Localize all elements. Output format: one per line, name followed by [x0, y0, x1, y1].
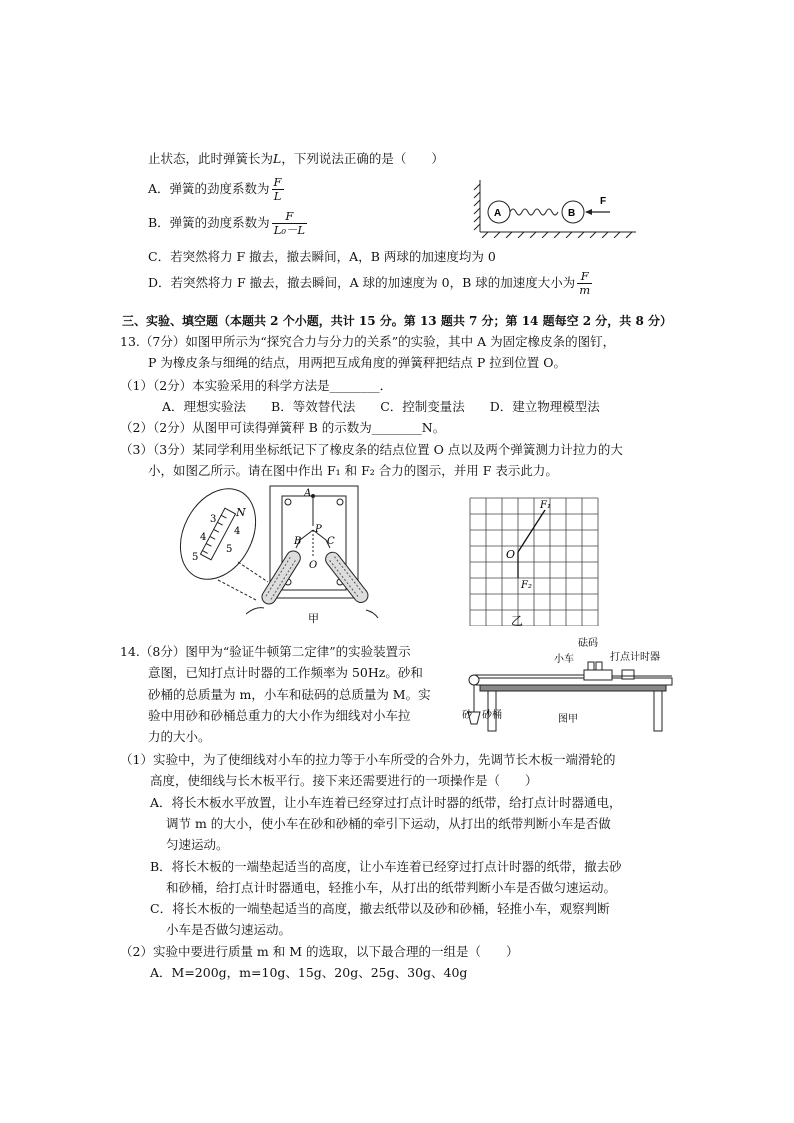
q13-line2: P 为橡皮条与细绳的结点，用两把互成角度的弹簧秤把结点 P 拉到位置 O。	[148, 355, 566, 370]
q14-line4: 验中用砂和砂桶总重力的大小作为细线对小车拉	[148, 708, 411, 723]
zoom-ellipse	[170, 482, 271, 592]
label-cart: 小车	[554, 654, 574, 665]
scale-num-1: 5	[192, 552, 199, 563]
spring-ball-figure	[470, 176, 640, 238]
q14-option-b-line1[interactable]: B．将长木板的一端垫起适当的高度，让小车连着已经穿过打点计时器的纸带，撤去砂	[150, 859, 622, 874]
grid-label-f2: F₂	[521, 580, 532, 591]
scale-num-3: 3	[210, 514, 217, 525]
label-timer: 打点计时器	[610, 652, 660, 663]
q12-stem: 止状态，此时弹簧长为L，下列说法正确的是（ ）	[148, 151, 444, 166]
force-arrowhead	[585, 209, 592, 215]
q14-line5: 力的大小。	[148, 729, 211, 744]
scale-unit-n: N	[236, 506, 246, 519]
q13-sub2: （2）（2分）从图甲可读得弹簧秤 B 的示数为________N。	[120, 420, 446, 435]
cart	[584, 670, 612, 680]
q14-sub2-option-a[interactable]: A．M=200g，m=10g、15g、20g、25g、30g、40g	[150, 965, 468, 980]
q14-line2: 意图，已知打点计时器的工作频率为 50Hz。砂和	[148, 665, 423, 680]
q14-option-c-line1[interactable]: C．将长木板的一端垫起适当的高度，撤去纸带以及砂和砂桶，轻推小车，观察判断	[150, 901, 610, 916]
label-bucket: 砂桶	[482, 710, 502, 721]
cart-apparatus-figure	[458, 636, 680, 736]
q14-option-a-line3: 匀速运动。	[166, 837, 229, 852]
pulley	[469, 675, 479, 685]
q14-option-a-line1[interactable]: A．将长木板水平放置，让小车连着已经穿过打点计时器的纸带，给打点计时器通电，	[150, 795, 622, 810]
label-weights: 砝码	[578, 638, 598, 649]
timer	[622, 670, 634, 679]
section-3-title: 三、实验、填空题（本题共 2 个小题，共计 15 分。第 13 题共 7 分；第 14 题每空 2 分，共 8 分）	[122, 314, 672, 328]
spring-balance-c	[323, 549, 371, 605]
label-p: P	[315, 524, 322, 535]
label-sand: 砂	[462, 710, 472, 721]
q13-sub3-line1: （3）（3分）某同学利用坐标纸记下了橡皮条的结点位置 O 点以及两个弹簧测力计拉力的大	[120, 442, 623, 457]
label-figure-caption: 图甲	[558, 714, 578, 725]
label-c: C	[327, 536, 335, 547]
label-o: O	[309, 560, 318, 571]
q14-option-b-line2: 和砂桶，给打点计时器通电，轻推小车，从打出的纸带判断小车是否做匀速运动。	[166, 880, 617, 895]
q13-line1: 13.（7分）如图甲所示为“探究合力与分力的关系”的实验，其中 A 为固定橡皮条的图钉，	[120, 334, 616, 349]
q13-sub1-options[interactable]: A．理想实验法 B．等效替代法 C．控制变量法 D．建立物理模型法	[162, 399, 600, 414]
force-label: F	[600, 196, 607, 207]
q14-option-c-line2: 小车是否做匀速运动。	[166, 922, 292, 937]
figure-yi-grid	[466, 494, 602, 626]
scale-num-4: 5	[226, 544, 233, 555]
q12-option-a[interactable]: A．弹簧的劲度系数为 $\frac{F}{L}$	[148, 175, 282, 203]
q12-option-b[interactable]: B．弹簧的劲度系数为 $\frac{F}{\text{L₀－L}}$	[148, 209, 306, 237]
q12-option-c[interactable]: C．若突然将力 F 撤去，撤去瞬间，A，B 两球的加速度均为 0	[148, 249, 496, 264]
caption-yi: 乙	[511, 614, 524, 628]
spring	[510, 209, 558, 215]
label-a: A	[304, 488, 312, 499]
ball-b-label: B	[568, 208, 576, 219]
scale-num-2: 4	[200, 532, 207, 543]
ball-a-label: A	[494, 208, 502, 219]
scale-num-5: 4	[234, 526, 241, 537]
q14-line3: 砂桶的总质量为 m，小车和砝码的总质量为 M。实	[148, 687, 431, 702]
board-top	[476, 678, 672, 685]
q14-sub1-line2: 高度，使细线与长木板平行。接下来还需要进行的一项操作是（ ）	[150, 773, 538, 788]
caption-jia: 甲	[308, 612, 319, 625]
q14-option-a-line2: 调节 m 的大小，使小车在砂和砂桶的牵引下运动，从打出的纸带判断小车是否做	[166, 816, 611, 831]
q12-option-d[interactable]: D．若突然将力 F 撤去，撤去瞬间，A 球的加速度为 0，B 球的加速度大小为 $\frac{F}{m}$	[148, 269, 591, 297]
q14-sub1-line1: （1）实验中，为了使细线对小车的拉力等于小车所受的合外力，先调节长木板一端滑轮的	[120, 752, 616, 767]
q13-sub1: （1）（2分）本实验采用的科学方法是________．	[120, 378, 393, 393]
q14-line1: 14.（8分）图甲为“验证牛顿第二定律”的实验装置示	[120, 644, 411, 659]
grid-label-o: O	[506, 548, 516, 561]
grid-label-f1: F₁	[540, 500, 551, 511]
label-b: B	[294, 536, 302, 547]
figure-jia	[170, 482, 390, 627]
q14-sub2: （2）实验中要进行质量 m 和 M 的选取，以下最合理的一组是（ ）	[120, 944, 519, 959]
q13-sub3-line2: 小，如图乙所示。请在图中作出 F₁ 和 F₂ 合力的图示，并用 F 表示此力。	[148, 463, 558, 478]
